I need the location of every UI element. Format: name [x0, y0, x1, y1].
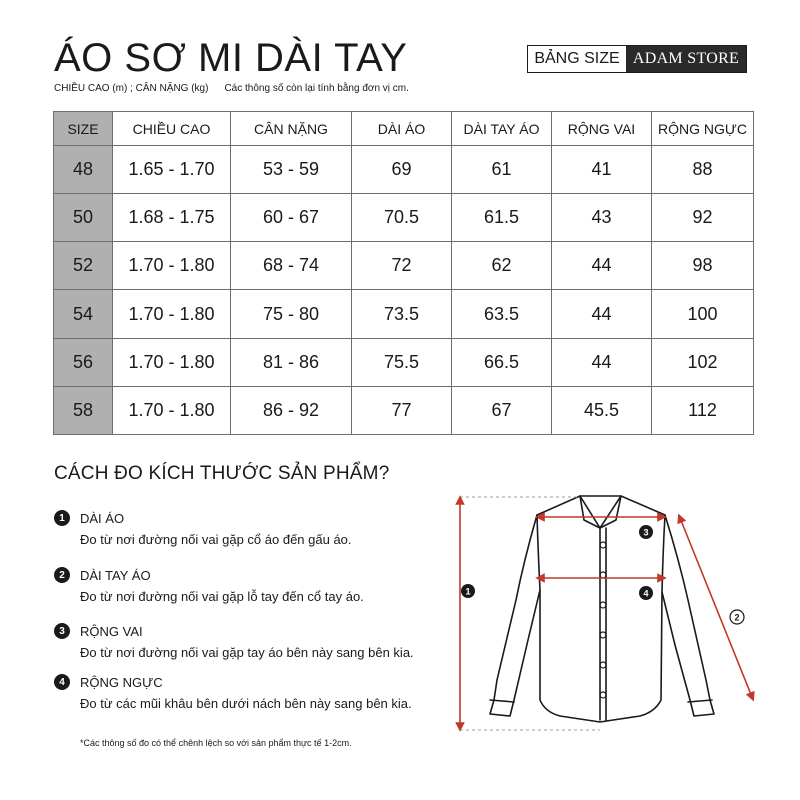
- cell-size: 50: [54, 194, 113, 242]
- cell-shoulder: 44: [552, 242, 652, 290]
- cell-size: 56: [54, 338, 113, 386]
- item-title: RỘNG VAI: [80, 624, 143, 639]
- header-height: CHIỀU CAO: [113, 112, 231, 146]
- cell-shoulder: 41: [552, 146, 652, 194]
- cell-weight: 75 - 80: [231, 290, 352, 338]
- brand-badge: [527, 45, 747, 73]
- cell-length: 75.5: [352, 338, 452, 386]
- header-shoulder: RỘNG VAI: [552, 112, 652, 146]
- table-row: [54, 242, 754, 290]
- header-sleeve: DÀI TAY ÁO: [452, 112, 552, 146]
- cell-shoulder: 45.5: [552, 386, 652, 434]
- number-4-icon: 4: [54, 674, 70, 690]
- cell-size: 52: [54, 242, 113, 290]
- cell-shoulder: 43: [552, 194, 652, 242]
- diagram-markers: [461, 525, 744, 624]
- cell-length: 73.5: [352, 290, 452, 338]
- cell-height: 1.70 - 1.80: [113, 386, 231, 434]
- cell-height: 1.70 - 1.80: [113, 290, 231, 338]
- item-desc: Đo từ nơi đường nối vai gặp lỗ tay đến cổ tay áo.: [80, 589, 364, 604]
- item-desc: Đo từ nơi đường nối vai gặp tay áo bên này sang bên kia.: [80, 645, 414, 660]
- header-length: DÀI ÁO: [352, 112, 452, 146]
- cell-size: 48: [54, 146, 113, 194]
- brand-name: ADAM STORE: [626, 46, 746, 72]
- header-chest: RỘNG NGỰC: [652, 112, 754, 146]
- cell-weight: 68 - 74: [231, 242, 352, 290]
- cell-height: 1.65 - 1.70: [113, 146, 231, 194]
- guide-lines: [460, 497, 600, 730]
- cell-weight: 53 - 59: [231, 146, 352, 194]
- cell-chest: 88: [652, 146, 754, 194]
- cell-height: 1.68 - 1.75: [113, 194, 231, 242]
- header-weight: CÂN NẶNG: [231, 112, 352, 146]
- cell-height: 1.70 - 1.80: [113, 242, 231, 290]
- cell-sleeve: 62: [452, 242, 552, 290]
- cell-size: 58: [54, 386, 113, 434]
- cell-height: 1.70 - 1.80: [113, 338, 231, 386]
- table-row: [54, 146, 754, 194]
- cell-size: 54: [54, 290, 113, 338]
- cell-sleeve: 61.5: [452, 194, 552, 242]
- item-title: DÀI TAY ÁO: [80, 568, 151, 583]
- cell-weight: 60 - 67: [231, 194, 352, 242]
- cell-weight: 86 - 92: [231, 386, 352, 434]
- cell-weight: 81 - 86: [231, 338, 352, 386]
- cell-shoulder: 44: [552, 338, 652, 386]
- cell-length: 69: [352, 146, 452, 194]
- howto-title: CÁCH ĐO KÍCH THƯỚC SẢN PHẨM?: [54, 463, 390, 484]
- size-chart-label: BẢNG SIZE: [534, 50, 620, 67]
- table-row: [54, 290, 754, 338]
- number-2-icon: 2: [54, 567, 70, 583]
- cell-length: 70.5: [352, 194, 452, 242]
- cell-sleeve: 67: [452, 386, 552, 434]
- number-3-icon: 3: [54, 623, 70, 639]
- shirt-outline: [490, 496, 714, 722]
- cell-length: 77: [352, 386, 452, 434]
- item-desc: Đo từ nơi đường nối vai gặp cổ áo đến gấu áo.: [80, 532, 352, 547]
- page-title: ÁO SƠ MI DÀI TAY: [54, 36, 408, 80]
- footnote: *Các thông số đo có thể chênh lệch so với sản phẩm thực tế 1-2cm.: [80, 738, 352, 748]
- size-table: [53, 111, 754, 435]
- table-row: [54, 194, 754, 242]
- subtitle-note: Các thông số còn lại tính bằng đơn vị cm.: [224, 83, 409, 94]
- subtitle: [54, 83, 409, 94]
- subtitle-units: CHIỀU CAO (m) ; CÂN NẶNG (kg): [54, 83, 209, 94]
- marker-2: 2: [734, 612, 740, 623]
- cell-chest: 112: [652, 386, 754, 434]
- cell-sleeve: 66.5: [452, 338, 552, 386]
- table-row: [54, 338, 754, 386]
- cell-length: 72: [352, 242, 452, 290]
- shirt-diagram-icon: [440, 480, 770, 750]
- sleeve-line: [680, 518, 752, 697]
- cell-shoulder: 44: [552, 290, 652, 338]
- cell-chest: 92: [652, 194, 754, 242]
- table-row: [54, 386, 754, 434]
- button-row: [600, 542, 606, 698]
- marker-3: 3: [643, 527, 649, 538]
- header-size: SIZE: [54, 112, 113, 146]
- cell-chest: 100: [652, 290, 754, 338]
- marker-1: 1: [465, 586, 471, 597]
- number-1-icon: 1: [54, 510, 70, 526]
- cell-chest: 102: [652, 338, 754, 386]
- item-title: RỘNG NGỰC: [80, 675, 163, 690]
- item-desc: Đo từ các mũi khâu bên dưới nách bên này sang bên kia.: [80, 696, 412, 711]
- cell-sleeve: 61: [452, 146, 552, 194]
- cell-sleeve: 63.5: [452, 290, 552, 338]
- marker-4: 4: [643, 588, 649, 599]
- item-title: DÀI ÁO: [80, 511, 125, 526]
- table-header-row: [54, 112, 754, 146]
- cell-chest: 98: [652, 242, 754, 290]
